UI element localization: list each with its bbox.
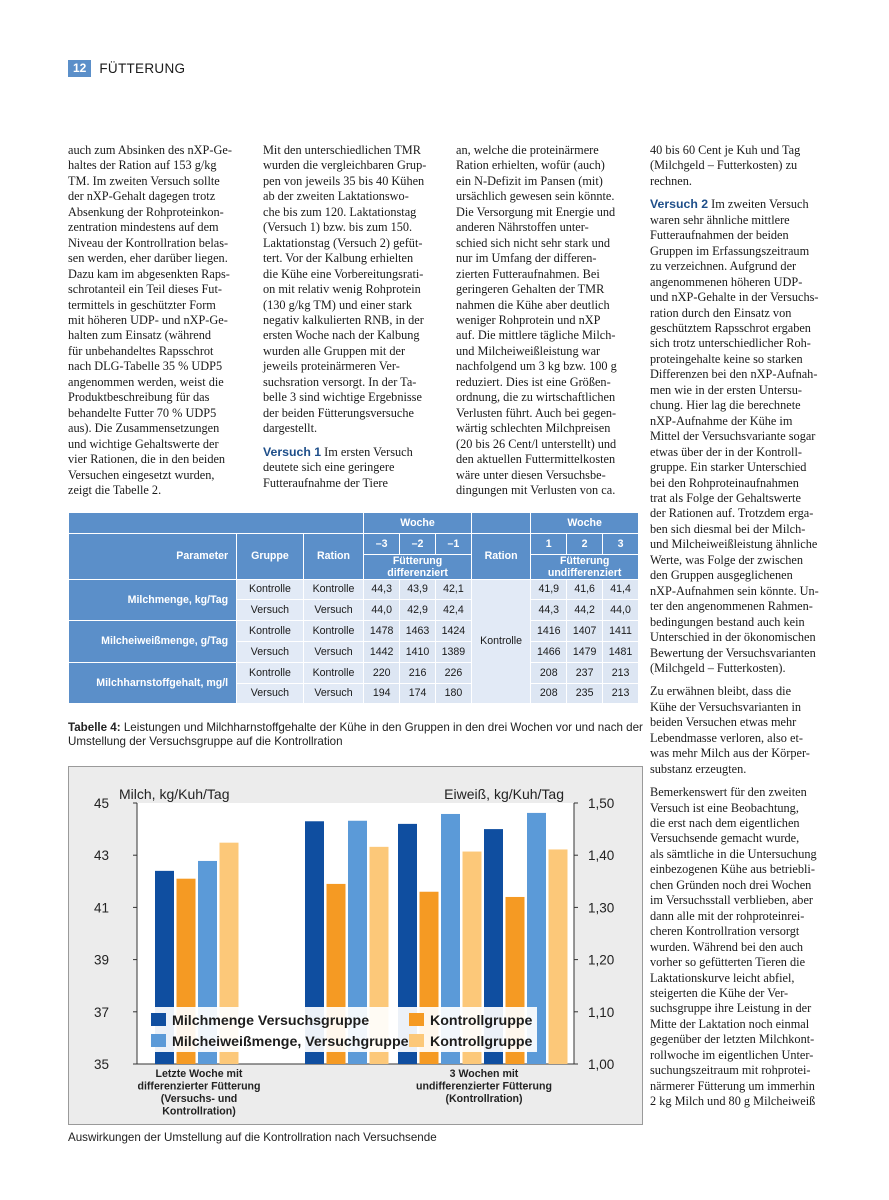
- value-cell: 1442: [364, 641, 400, 662]
- parameter-cell: Milchmenge, kg/Tag: [69, 579, 237, 621]
- undifferenziert-header: Fütterung undifferenziert: [531, 554, 639, 579]
- value-cell: 1410: [400, 641, 436, 662]
- value-cell: 42,9: [400, 600, 436, 621]
- paragraph: [263, 445, 456, 491]
- y-tick-label-left: 39: [93, 952, 109, 968]
- paragraph-text: Im zweiten Versuch waren sehr ähnliche mittlere Futteraufnahmen der beiden Gruppen im Erfassungszeitraum zu verzeichnen. Aufgrund der angenommenen höheren UDP- und nXP-Gehalte in der Versuchs- ration durch den Einsatz von geschütztem Rapsschrot ergaben sich trotz unterschiedlicher Roh- proteingehalte keine so starken Differenzen bei den nXP-Aufnah- men wie in der ersten Untersu- chung. Hier lag die berechnete nXP-Aufnahme der Kühe im Mittel der Versuchsvariante sogar etwas über der in der Kontroll- gruppe. Ein starker Unterschied bei den Rohproteinaufnahmen trat als Folge der Gehaltswerte der Rationen auf. Trotzdem erga- ben sich diesmal bei der Milch- und Milcheiweißleistung ähnliche Werte, was Folge der zwischen den Gruppen ausgeglichenen nXP-Aufnahmen sein könnte. Un- ter den angenommenen Rahmen- bedingungen bestand auch kein Unterschied in der ökonomischen Bewertung der Versuchsvarianten (Milchgeld – Futterkosten).: [650, 197, 819, 675]
- parameter-cell: Milchharnstoffgehalt, mg/l: [69, 662, 237, 704]
- table-header-blank: [69, 513, 364, 534]
- legend-label: Milcheiweißmenge, Versuchgruppe: [172, 1034, 409, 1050]
- x-group-label-line: (Versuchs- und: [160, 1093, 238, 1105]
- week-header: 1: [531, 533, 567, 554]
- x-group-label-line: Kontrollration): [162, 1105, 236, 1118]
- value-cell: 41,6: [567, 579, 603, 600]
- paragraph: 40 bis 60 Cent je Kuh und Tag (Milchgeld – Futterkosten) zu rechnen.: [650, 143, 801, 188]
- value-cell: 216: [400, 662, 436, 683]
- x-group-label-line: (Kontrollration): [445, 1093, 523, 1105]
- value-cell: 42,1: [435, 579, 471, 600]
- y-tick-label-left: 37: [93, 1004, 109, 1020]
- value-cell: 44,3: [364, 579, 400, 600]
- value-cell: 41,4: [603, 579, 639, 600]
- value-cell: 1407: [567, 621, 603, 642]
- ration-cell: Kontrolle: [303, 662, 363, 683]
- value-cell: 174: [400, 683, 436, 704]
- value-cell: 1416: [531, 621, 567, 642]
- y-axis-title-left: Milch, kg/Kuh/Tag: [119, 786, 230, 802]
- ration-cell: Versuch: [303, 683, 363, 704]
- figure-caption: Auswirkungen der Umstellung auf die Kontrollration nach Versuchsende: [68, 1131, 437, 1144]
- gruppe-cell: Kontrolle: [237, 621, 304, 642]
- text-column-2: [263, 143, 456, 491]
- x-group-label: [416, 1068, 552, 1105]
- value-cell: 1411: [603, 621, 639, 642]
- text-column-4: [650, 143, 833, 1110]
- week-header: –3: [364, 533, 400, 554]
- bar-chart: [68, 766, 643, 1125]
- value-cell: 208: [531, 662, 567, 683]
- ration-cell: Versuch: [303, 641, 363, 662]
- legend-label: Milchmenge Versuchsgruppe: [172, 1013, 370, 1029]
- week-header: –1: [435, 533, 471, 554]
- paragraph: [650, 197, 833, 676]
- gruppe-cell: Versuch: [237, 683, 304, 704]
- ration-after-cell: Kontrolle: [471, 579, 530, 704]
- page-number: 12: [68, 60, 91, 77]
- value-cell: 44,0: [364, 600, 400, 621]
- value-cell: 1478: [364, 621, 400, 642]
- run-in-heading: Versuch 1: [263, 444, 322, 459]
- table-caption-label: Tabelle 4:: [68, 721, 121, 734]
- y-tick-label-left: 45: [93, 796, 109, 811]
- value-cell: 220: [364, 662, 400, 683]
- y-tick-label-right: 1,30: [588, 900, 615, 916]
- value-cell: 180: [435, 683, 471, 704]
- value-cell: 208: [531, 683, 567, 704]
- x-group-label-line: Letzte Woche mit: [155, 1068, 243, 1080]
- legend-label: Kontrollgruppe: [430, 1034, 533, 1050]
- paragraph: auch zum Absinken des nXP-Ge- haltes der Ration auf 153 g/kg TM. Im zweiten Versuch sollte der nXP-Gehalt dagegen trotz Absenkung der Rohproteinkon- zentration mindestens auf dem Niveau der Kontrollration belas- sen werden, eher darüber liegen. Dazu kam im abgesenkten Raps- schrotanteil ein Teil dieses Fut- termittels in geschützter Form mit höheren UDP- und nXP-Ge- halten zum Einsatz (während für unbehandeltes Rapsschrot nach DLG-Tabelle 35 % UDP5 angenommen werden, weist die Produktbeschreibung für das behandelte Futter 70 % UDP5 aus). Die Zusammensetzungen und wichtige Gehaltswerte der vier Rationen, die in den beiden Versuchen eingesetzt wurden, zeigt die Tabelle 2.: [68, 143, 232, 497]
- gruppe-cell: Kontrolle: [237, 579, 304, 600]
- text-column-3: [456, 143, 644, 498]
- value-cell: 44,3: [531, 600, 567, 621]
- ration-cell: Kontrolle: [303, 579, 363, 600]
- value-cell: 213: [603, 662, 639, 683]
- value-cell: 41,9: [531, 579, 567, 600]
- value-cell: 194: [364, 683, 400, 704]
- value-cell: 1479: [567, 641, 603, 662]
- legend-swatch: [409, 1034, 424, 1047]
- run-in-heading: Versuch 2: [650, 197, 709, 212]
- legend-swatch: [151, 1013, 166, 1026]
- value-cell: 1481: [603, 641, 639, 662]
- paragraph: an, welche die proteinärmere Ration erhielten, wofür (auch) ein N-Defizit im Pansen (mit) ursächlich gewesen sein könnte. Die Versorgung mit Energie und anderen Nährstoffen unter- schied sich nicht sehr stark und nur im Umfang der differen- zierten Futteraufnahmen. Bei geringeren Gehalten der TMR nahmen die Kühe aber deutlich weniger Rohprotein und nXP auf. Die mittlere tägliche Milch- und Milcheiweißleistung war nachfolgend um 3 kg bzw. 100 g reduziert. Dies ist eine Größen- ordnung, die zu wirtschaftlichen Verlusten führt. Auch bei gegen- wärtig schlechten Milchpreisen (20 bis 26 Cent/l unterstellt) und den aktuellen Futtermittelkosten wäre unter diesen Versuchsbe- dingungen mit Verlusten von ca.: [456, 143, 617, 497]
- bar: [549, 849, 568, 1064]
- y-axis-title-right: Eiweiß, kg/Kuh/Tag: [444, 786, 564, 802]
- text-column-1: [68, 143, 258, 498]
- table-header-blank: [471, 513, 530, 534]
- value-cell: 237: [567, 662, 603, 683]
- gruppe-cell: Kontrolle: [237, 662, 304, 683]
- y-tick-label-right: 1,50: [588, 796, 615, 811]
- y-tick-label-right: 1,40: [588, 848, 615, 864]
- results-table: [68, 512, 639, 704]
- value-cell: 42,4: [435, 600, 471, 621]
- week-header: 3: [603, 533, 639, 554]
- value-cell: 226: [435, 662, 471, 683]
- differenziert-header: Fütterung differenziert: [364, 554, 472, 579]
- y-tick-label-left: 43: [93, 848, 109, 864]
- ration-header: Ration: [471, 533, 530, 579]
- value-cell: 235: [567, 683, 603, 704]
- value-cell: 213: [603, 683, 639, 704]
- y-tick-label-right: 1,10: [588, 1004, 615, 1020]
- week-header: –2: [400, 533, 436, 554]
- y-tick-label-left: 35: [93, 1057, 109, 1072]
- value-cell: 44,0: [603, 600, 639, 621]
- gruppe-header: Gruppe: [237, 533, 304, 579]
- value-cell: 1466: [531, 641, 567, 662]
- value-cell: 44,2: [567, 600, 603, 621]
- ration-header: Ration: [303, 533, 363, 579]
- section-title: FÜTTERUNG: [99, 61, 186, 76]
- value-cell: 1389: [435, 641, 471, 662]
- value-cell: 1463: [400, 621, 436, 642]
- paragraph: Mit den unterschiedlichen TMR wurden die vergleichbaren Grup- pen von jeweils 35 bis 40 Kühen ab der zweiten Laktationswo- che bis zum 120. Laktationstag (Versuch 1) bzw. bis zum 150. Laktationstag (Versuch 2) gefüt- tert. Vor der Kalbung erhielten die Kühe eine Vorbereitungsrati- on mit relativ wenig Rohprotein (130 g/kg TM) und einer stark negativ kalkulierten RNB, in der ersten Woche nach der Kalbung wurden alle Gruppen mit der jeweils proteinärmeren Ver- suchsration versorgt. In der Ta- belle 3 sind wichtige Ergebnisse der beiden Fütterungsversuche dargestellt.: [263, 143, 427, 436]
- table-row: [69, 662, 639, 683]
- table-caption: [68, 721, 643, 749]
- paragraph-text: Im ersten Versuch deutete sich eine geringere Futteraufnahme der Tiere: [263, 444, 413, 490]
- x-group-label-line: differenzierter Fütterung: [137, 1080, 261, 1093]
- parameter-cell: Milcheiweißmenge, g/Tag: [69, 621, 237, 663]
- legend-label: Kontrollgruppe: [430, 1013, 533, 1029]
- ration-cell: Kontrolle: [303, 621, 363, 642]
- gruppe-cell: Versuch: [237, 641, 304, 662]
- paragraph: Bemerkenswert für den zweiten Versuch ist eine Beobachtung, die erst nach dem eigentlichen Versuchsende gemacht wurde, als sämtliche in die Untersuchung einbezogenen Kühe aus betriebli- chen Gründen noch drei Wochen im Versuchsstall verblieben, aber dann alle mit der rohproteinrei- cheren Kontrollration versorgt wurden. Während bei den auch vorher so gefütterten Tieren die Laktationskurve leicht abfiel, steigerten die Kühe der Ver- suchsgruppe ihre Leistung in der Mitte der Laktation noch einmal gegenüber der letzten Milchkont- rollwoche im eigentlichen Unter- suchungszeitraum mit rohprotei- närmerer Fütterung um immerhin 2 kg Milch und 80 g Milcheiweiß: [650, 785, 817, 1109]
- ration-cell: Versuch: [303, 600, 363, 621]
- woche-header: Woche: [531, 513, 639, 534]
- legend-swatch: [409, 1013, 424, 1026]
- y-tick-label-right: 1,00: [588, 1057, 615, 1072]
- woche-header: Woche: [364, 513, 472, 534]
- table-row: [69, 579, 639, 600]
- gruppe-cell: Versuch: [237, 600, 304, 621]
- paragraph: Zu erwähnen bleibt, dass die Kühe der Versuchsvarianten in beiden Versuchen etwas mehr Lebendmasse verloren, also et- was mehr Milch aus der Körper- substanz erzeugten.: [650, 684, 810, 776]
- page-header: [68, 60, 185, 77]
- y-tick-label-right: 1,20: [588, 952, 615, 968]
- y-tick-label-left: 41: [93, 900, 109, 916]
- x-group-label: [137, 1068, 260, 1118]
- table-row: [69, 621, 639, 642]
- parameter-header: Parameter: [69, 533, 237, 579]
- x-group-label-line: 3 Wochen mit: [449, 1068, 519, 1080]
- table-caption-text: Leistungen und Milchharnstoffgehalte der Kühe in den Gruppen in den drei Wochen vor und nach der Umstellung der Versuchsgruppe auf die Kontrollration: [68, 721, 643, 748]
- legend-swatch: [151, 1034, 166, 1047]
- value-cell: 1424: [435, 621, 471, 642]
- x-group-label-line: undifferenzierter Fütterung: [416, 1080, 552, 1093]
- week-header: 2: [567, 533, 603, 554]
- value-cell: 43,9: [400, 579, 436, 600]
- chart-canvas: [69, 767, 642, 1124]
